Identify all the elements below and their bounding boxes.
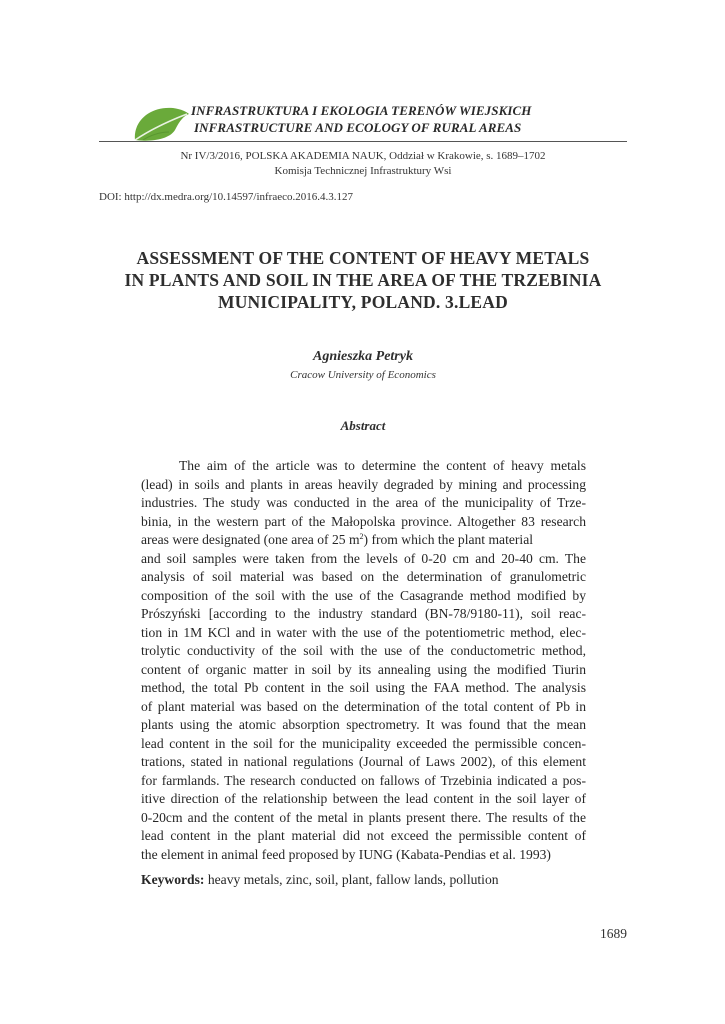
abstract-line: trolytic conductivity of the soil with the use of the conductometric method,	[141, 643, 586, 658]
publication-info-line: Komisja Technicznej Infrastruktury Wsi	[274, 165, 452, 177]
abstract-line-text: areas were designated (one area of 25 m	[141, 532, 360, 547]
abstract-heading: Abstract	[340, 418, 386, 433]
abstract-line: and soil samples were taken from the levels of 0-20 cm and 20-40 cm. The	[141, 550, 586, 566]
publication-info-line: Nr IV/3/2016, POLSKA AKADEMIA NAUK, Oddział w Krakowie, s. 1689–1702	[180, 150, 546, 162]
green-leaf-icon	[129, 102, 191, 142]
abstract-line-text: ) from which the plant material	[363, 532, 534, 547]
abstract-line: method, the total Pb content in the soil using the FAA method. The analysis	[141, 680, 586, 695]
abstract-line: industries. The study was conducted in the area of the municipality of Trze-	[141, 495, 586, 510]
header-divider	[99, 141, 627, 142]
abstract-line: the element in animal feed proposed by IUNG (Kabata-Pendias et al. 1993)	[141, 846, 551, 862]
keywords-text: heavy metals, zinc, soil, plant, fallow lands, pollution	[204, 872, 499, 887]
abstract-line: The aim of the article was to determine the content of heavy metals	[179, 458, 586, 473]
title-line: ASSESSMENT OF THE CONTENT OF HEAVY METALS	[136, 248, 590, 268]
journal-title-english: INFRASTRUCTURE AND ECOLOGY OF RURAL AREAS	[194, 120, 522, 135]
abstract-line: 0-20cm and the content of the metal in plants present there. The results of the	[141, 809, 586, 825]
abstract-line: Prószyński [according to the industry standard (BN-78/9180-11), soil reac-	[141, 606, 586, 621]
title-line: MUNICIPALITY, POLAND. 3.LEAD	[217, 292, 508, 312]
article-title	[99, 247, 627, 313]
abstract-line: tion in 1M KCl and in water with the use of the potentiometric method, elec-	[141, 624, 586, 640]
abstract-line-part	[141, 531, 533, 550]
abstract-line: of plant material was based on the determination of the total content of Pb in	[141, 698, 586, 714]
author-affiliation: Cracow University of Economics	[290, 369, 436, 381]
abstract-line	[141, 531, 586, 550]
abstract-line: (lead) in soils and plants in areas heavily degraded by mining and processing	[141, 476, 586, 492]
publication-info	[99, 149, 627, 179]
journal-title-polish: INFRASTRUKTURA I EKOLOGIA TERENÓW WIEJSKICH	[191, 103, 532, 118]
abstract-line: trations, stated in national regulations (Journal of Laws 2002), of this element	[141, 754, 586, 769]
keywords-label: Keywords:	[141, 872, 205, 887]
abstract-body	[141, 457, 586, 864]
abstract-line: lead content in the soil for the municipality exceeded the permissible concen-	[141, 735, 586, 751]
abstract-line: plants using the atomic absorption spectrometry. It was found that the mean	[141, 717, 586, 732]
abstract-line: analysis of soil material was based on the determination of granulometric	[141, 569, 586, 584]
abstract-line: lead content in the plant material did not exceed the permissible content of	[141, 828, 586, 843]
doi-link[interactable]: DOI: http://dx.medra.org/10.14597/infraeco.2016.4.3.127	[99, 191, 353, 203]
page-number: 1689	[600, 926, 627, 941]
abstract-line: for farmlands. The research conducted on fallows of Trzebinia indicated a pos-	[141, 772, 586, 788]
journal-header	[99, 96, 627, 142]
abstract-line: itive direction of the relationship between the lead content in the soil layer of	[141, 791, 586, 806]
abstract-line: content of organic matter in soil by its annealing using the modified Tiurin	[141, 661, 586, 677]
keywords	[141, 872, 586, 888]
abstract-line: composition of the soil with the use of the Casagrande method modified by	[141, 587, 586, 603]
author-name: Agnieszka Petryk	[313, 349, 413, 364]
abstract-line: binia, in the western part of the Małopolska province. Altogether 83 research	[141, 513, 586, 529]
superscript: 2	[359, 532, 364, 541]
title-line: IN PLANTS AND SOIL IN THE AREA OF THE TRZEBINIA	[124, 270, 602, 290]
